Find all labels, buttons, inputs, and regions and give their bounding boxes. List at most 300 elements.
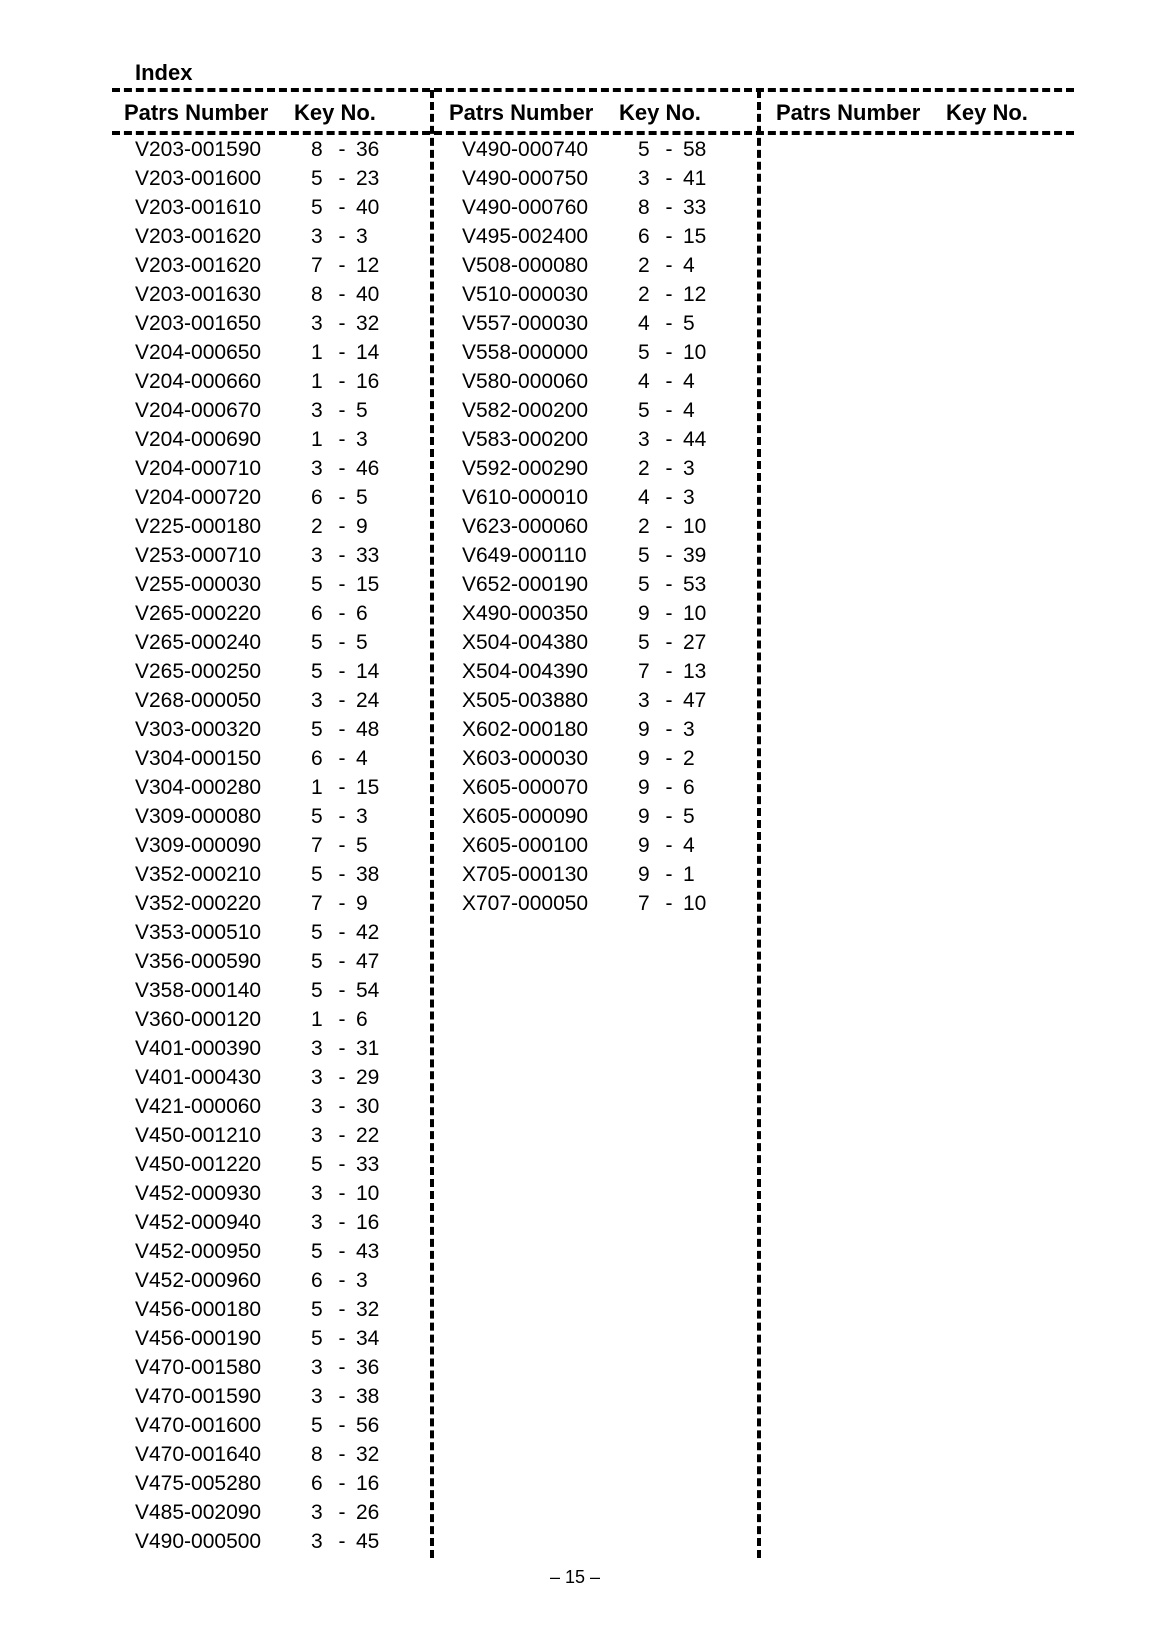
- key-figure-number: 8: [311, 1443, 323, 1466]
- header-top-divider: [112, 88, 1074, 92]
- key-figure-number: 5: [311, 1327, 323, 1350]
- part-number: V309-000090: [135, 834, 262, 857]
- index-row: [135, 918, 435, 947]
- key-item-number: 4: [356, 747, 368, 770]
- key-item-number: 40: [356, 196, 380, 219]
- key-separator: -: [338, 1356, 346, 1379]
- index-row: [135, 280, 435, 309]
- key-figure-number: 8: [311, 283, 323, 306]
- part-number: V203-001650: [135, 312, 262, 335]
- part-number: V508-000080: [462, 254, 589, 277]
- key-separator: -: [338, 1037, 346, 1060]
- key-item-number: 16: [356, 1211, 380, 1234]
- key-item-number: 27: [683, 631, 707, 654]
- key-item-number: 16: [356, 370, 380, 393]
- part-number: X705-000130: [462, 863, 589, 886]
- index-row: [135, 1382, 435, 1411]
- index-row: [462, 657, 762, 686]
- key-figure-number: 3: [311, 1501, 323, 1524]
- key-separator: -: [338, 834, 346, 857]
- key-separator: -: [665, 167, 673, 190]
- header-key-no-col2: Key No.: [619, 100, 701, 125]
- index-row: [135, 367, 435, 396]
- index-title: Index: [135, 60, 193, 85]
- part-number: V203-001590: [135, 138, 262, 161]
- key-separator: -: [338, 689, 346, 712]
- key-separator: -: [338, 428, 346, 451]
- key-separator: -: [338, 544, 346, 567]
- index-row: [462, 715, 762, 744]
- index-row: [135, 860, 435, 889]
- key-item-number: 5: [683, 805, 695, 828]
- key-separator: -: [338, 979, 346, 1002]
- key-figure-number: 5: [638, 544, 650, 567]
- index-row: [135, 1266, 435, 1295]
- part-number: X504-004390: [462, 660, 589, 683]
- key-separator: -: [665, 196, 673, 219]
- key-separator: -: [665, 312, 673, 335]
- key-item-number: 33: [356, 544, 380, 567]
- key-figure-number: 3: [311, 1211, 323, 1234]
- part-number: V592-000290: [462, 457, 589, 480]
- key-item-number: 33: [683, 196, 707, 219]
- key-separator: -: [338, 747, 346, 770]
- key-figure-number: 3: [311, 689, 323, 712]
- index-row: [462, 831, 762, 860]
- key-item-number: 31: [356, 1037, 380, 1060]
- part-number: V580-000060: [462, 370, 589, 393]
- index-row: [135, 541, 435, 570]
- key-figure-number: 1: [311, 428, 323, 451]
- part-number: V452-000960: [135, 1269, 262, 1292]
- key-item-number: 10: [683, 515, 707, 538]
- key-figure-number: 5: [638, 573, 650, 596]
- index-row: [135, 193, 435, 222]
- index-row: [135, 889, 435, 918]
- key-separator: -: [665, 283, 673, 306]
- part-number: V470-001600: [135, 1414, 262, 1437]
- key-separator: -: [338, 1472, 346, 1495]
- key-item-number: 47: [356, 950, 380, 973]
- key-figure-number: 1: [311, 341, 323, 364]
- part-number: V401-000430: [135, 1066, 262, 1089]
- key-figure-number: 2: [638, 283, 650, 306]
- part-number: V203-001620: [135, 254, 262, 277]
- index-row: [462, 396, 762, 425]
- key-item-number: 4: [683, 254, 695, 277]
- index-row: [462, 280, 762, 309]
- key-separator: -: [338, 892, 346, 915]
- key-item-number: 16: [356, 1472, 380, 1495]
- key-separator: -: [338, 457, 346, 480]
- part-number: V452-000930: [135, 1182, 262, 1205]
- key-figure-number: 5: [311, 631, 323, 654]
- part-number: V265-000220: [135, 602, 262, 625]
- part-number: V255-000030: [135, 573, 262, 596]
- part-number: V610-000010: [462, 486, 589, 509]
- key-separator: -: [338, 805, 346, 828]
- part-number: V495-002400: [462, 225, 589, 248]
- index-row: [135, 1005, 435, 1034]
- key-item-number: 41: [683, 167, 707, 190]
- index-row: [135, 570, 435, 599]
- key-item-number: 15: [356, 573, 380, 596]
- index-row: [135, 425, 435, 454]
- index-row: [462, 164, 762, 193]
- key-figure-number: 3: [311, 1385, 323, 1408]
- key-figure-number: 8: [311, 138, 323, 161]
- part-number: V450-001220: [135, 1153, 262, 1176]
- key-separator: -: [338, 283, 346, 306]
- key-item-number: 10: [683, 892, 707, 915]
- key-figure-number: 3: [311, 544, 323, 567]
- index-row: [135, 1208, 435, 1237]
- key-separator: -: [665, 428, 673, 451]
- key-item-number: 22: [356, 1124, 380, 1147]
- part-number: V452-000950: [135, 1240, 262, 1263]
- part-number: X504-004380: [462, 631, 589, 654]
- key-separator: -: [338, 1414, 346, 1437]
- key-item-number: 5: [356, 399, 368, 422]
- part-number: V450-001210: [135, 1124, 262, 1147]
- key-figure-number: 5: [638, 631, 650, 654]
- key-figure-number: 7: [638, 892, 650, 915]
- part-number: V456-000190: [135, 1327, 262, 1350]
- key-separator: -: [665, 457, 673, 480]
- key-item-number: 30: [356, 1095, 380, 1118]
- part-number: V253-000710: [135, 544, 262, 567]
- key-separator: -: [338, 950, 346, 973]
- part-number: V360-000120: [135, 1008, 262, 1031]
- key-figure-number: 5: [311, 718, 323, 741]
- key-figure-number: 3: [311, 1066, 323, 1089]
- key-item-number: 5: [683, 312, 695, 335]
- key-item-number: 9: [356, 515, 368, 538]
- part-number: V490-000750: [462, 167, 589, 190]
- key-item-number: 6: [356, 602, 368, 625]
- key-item-number: 14: [356, 660, 380, 683]
- part-number: V356-000590: [135, 950, 262, 973]
- key-item-number: 46: [356, 457, 380, 480]
- key-item-number: 38: [356, 1385, 380, 1408]
- key-figure-number: 6: [311, 486, 323, 509]
- part-number: V456-000180: [135, 1298, 262, 1321]
- index-row: [135, 164, 435, 193]
- part-number: V470-001580: [135, 1356, 262, 1379]
- key-figure-number: 3: [311, 1095, 323, 1118]
- key-figure-number: 2: [638, 457, 650, 480]
- key-separator: -: [338, 1182, 346, 1205]
- key-item-number: 3: [356, 805, 368, 828]
- key-separator: -: [338, 1066, 346, 1089]
- key-item-number: 3: [683, 457, 695, 480]
- key-separator: -: [665, 631, 673, 654]
- part-number: V204-000710: [135, 457, 262, 480]
- key-item-number: 5: [356, 834, 368, 857]
- key-item-number: 6: [356, 1008, 368, 1031]
- key-separator: -: [338, 660, 346, 683]
- index-row: [135, 773, 435, 802]
- part-number: V352-000210: [135, 863, 262, 886]
- part-number: X605-000100: [462, 834, 589, 857]
- key-figure-number: 1: [311, 776, 323, 799]
- key-item-number: 24: [356, 689, 380, 712]
- key-separator: -: [665, 805, 673, 828]
- part-number: V303-000320: [135, 718, 262, 741]
- key-item-number: 9: [356, 892, 368, 915]
- key-separator: -: [338, 254, 346, 277]
- index-row: [462, 425, 762, 454]
- key-figure-number: 6: [311, 747, 323, 770]
- key-separator: -: [665, 399, 673, 422]
- index-row: [135, 1324, 435, 1353]
- key-separator: -: [338, 515, 346, 538]
- index-row: [462, 512, 762, 541]
- key-item-number: 33: [356, 1153, 380, 1176]
- part-number: V225-000180: [135, 515, 262, 538]
- key-figure-number: 3: [638, 167, 650, 190]
- index-row: [462, 251, 762, 280]
- part-number: V203-001620: [135, 225, 262, 248]
- part-number: V470-001590: [135, 1385, 262, 1408]
- part-number: V204-000660: [135, 370, 262, 393]
- key-figure-number: 5: [638, 138, 650, 161]
- key-item-number: 12: [683, 283, 707, 306]
- index-row: [135, 1527, 435, 1556]
- key-figure-number: 5: [311, 950, 323, 973]
- index-row: [135, 1353, 435, 1382]
- index-row: [135, 831, 435, 860]
- key-separator: -: [665, 602, 673, 625]
- key-separator: -: [338, 196, 346, 219]
- key-item-number: 34: [356, 1327, 380, 1350]
- key-separator: -: [338, 631, 346, 654]
- key-figure-number: 3: [638, 689, 650, 712]
- header-key-no-col1: Key No.: [294, 100, 376, 125]
- index-row: [135, 947, 435, 976]
- index-row: [135, 483, 435, 512]
- key-figure-number: 5: [638, 341, 650, 364]
- key-figure-number: 6: [638, 225, 650, 248]
- key-separator: -: [665, 892, 673, 915]
- index-row: [135, 1150, 435, 1179]
- index-row: [462, 483, 762, 512]
- key-figure-number: 5: [311, 196, 323, 219]
- key-figure-number: 3: [638, 428, 650, 451]
- index-row: [135, 744, 435, 773]
- key-item-number: 15: [683, 225, 707, 248]
- part-number: V204-000690: [135, 428, 262, 451]
- part-number: V649-000110: [462, 544, 587, 567]
- index-row: [135, 657, 435, 686]
- index-row: [462, 802, 762, 831]
- part-number: V582-000200: [462, 399, 589, 422]
- key-figure-number: 1: [311, 370, 323, 393]
- index-row: [462, 222, 762, 251]
- key-item-number: 32: [356, 1298, 380, 1321]
- key-separator: -: [665, 225, 673, 248]
- index-row: [462, 889, 762, 918]
- key-item-number: 56: [356, 1414, 380, 1437]
- key-figure-number: 7: [311, 834, 323, 857]
- index-row: [135, 1179, 435, 1208]
- key-separator: -: [665, 573, 673, 596]
- part-number: V490-000760: [462, 196, 589, 219]
- header-key-no-col3: Key No.: [946, 100, 1028, 125]
- key-figure-number: 3: [311, 1182, 323, 1205]
- key-item-number: 13: [683, 660, 707, 683]
- key-item-number: 10: [683, 602, 707, 625]
- key-separator: -: [338, 1501, 346, 1524]
- key-item-number: 2: [683, 747, 695, 770]
- key-figure-number: 5: [311, 660, 323, 683]
- key-separator: -: [338, 1530, 346, 1553]
- key-separator: -: [338, 341, 346, 364]
- index-row: [135, 976, 435, 1005]
- key-figure-number: 5: [311, 1298, 323, 1321]
- part-number: V309-000080: [135, 805, 262, 828]
- key-item-number: 42: [356, 921, 380, 944]
- key-figure-number: 1: [311, 1008, 323, 1031]
- part-number: V304-000150: [135, 747, 262, 770]
- part-number: V623-000060: [462, 515, 589, 538]
- index-row: [135, 1295, 435, 1324]
- key-item-number: 38: [356, 863, 380, 886]
- part-number: V470-001640: [135, 1443, 262, 1466]
- index-row: [135, 396, 435, 425]
- key-separator: -: [338, 225, 346, 248]
- key-item-number: 5: [356, 486, 368, 509]
- key-figure-number: 9: [638, 863, 650, 886]
- header-parts-number-col3: Patrs Number: [776, 100, 921, 125]
- key-separator: -: [338, 776, 346, 799]
- key-separator: -: [338, 370, 346, 393]
- key-figure-number: 4: [638, 370, 650, 393]
- key-item-number: 15: [356, 776, 380, 799]
- part-number: V510-000030: [462, 283, 589, 306]
- index-row: [135, 1063, 435, 1092]
- part-number: X605-000070: [462, 776, 589, 799]
- key-item-number: 3: [683, 718, 695, 741]
- index-row: [135, 309, 435, 338]
- key-item-number: 3: [356, 1269, 368, 1292]
- index-row: [135, 1498, 435, 1527]
- key-item-number: 3: [356, 225, 368, 248]
- key-separator: -: [665, 515, 673, 538]
- key-item-number: 4: [683, 834, 695, 857]
- key-separator: -: [338, 1095, 346, 1118]
- key-figure-number: 5: [311, 921, 323, 944]
- index-row: [135, 454, 435, 483]
- part-number: V353-000510: [135, 921, 262, 944]
- key-figure-number: 4: [638, 486, 650, 509]
- key-item-number: 53: [683, 573, 707, 596]
- key-item-number: 44: [683, 428, 707, 451]
- key-item-number: 23: [356, 167, 380, 190]
- key-item-number: 40: [356, 283, 380, 306]
- index-row: [462, 744, 762, 773]
- index-row: [135, 1121, 435, 1150]
- index-row: [135, 1237, 435, 1266]
- key-separator: -: [338, 1327, 346, 1350]
- key-separator: -: [338, 486, 346, 509]
- key-figure-number: 5: [311, 1414, 323, 1437]
- key-figure-number: 7: [311, 892, 323, 915]
- key-separator: -: [338, 138, 346, 161]
- key-separator: -: [665, 341, 673, 364]
- key-separator: -: [665, 138, 673, 161]
- key-item-number: 32: [356, 312, 380, 335]
- key-separator: -: [338, 1385, 346, 1408]
- index-row: [135, 1092, 435, 1121]
- index-row: [135, 599, 435, 628]
- part-number: V485-002090: [135, 1501, 262, 1524]
- key-separator: -: [338, 602, 346, 625]
- part-number: V204-000670: [135, 399, 262, 422]
- key-separator: -: [665, 863, 673, 886]
- key-separator: -: [338, 1124, 346, 1147]
- key-figure-number: 9: [638, 747, 650, 770]
- key-separator: -: [338, 167, 346, 190]
- part-number: V490-000740: [462, 138, 589, 161]
- part-number: X605-000090: [462, 805, 589, 828]
- key-item-number: 3: [356, 428, 368, 451]
- index-row: [135, 1034, 435, 1063]
- part-number: V452-000940: [135, 1211, 262, 1234]
- key-separator: -: [338, 1240, 346, 1263]
- key-separator: -: [665, 544, 673, 567]
- key-figure-number: 5: [311, 805, 323, 828]
- key-separator: -: [338, 399, 346, 422]
- part-number: V558-000000: [462, 341, 589, 364]
- key-separator: -: [665, 834, 673, 857]
- key-figure-number: 2: [311, 515, 323, 538]
- key-figure-number: 8: [638, 196, 650, 219]
- part-number: V490-000500: [135, 1530, 262, 1553]
- key-item-number: 47: [683, 689, 707, 712]
- key-separator: -: [338, 573, 346, 596]
- page-number: – 15 –: [549, 1567, 601, 1587]
- key-item-number: 45: [356, 1530, 380, 1553]
- key-item-number: 10: [356, 1182, 380, 1205]
- part-number: X603-000030: [462, 747, 589, 770]
- key-item-number: 54: [356, 979, 380, 1002]
- key-figure-number: 5: [638, 399, 650, 422]
- key-item-number: 10: [683, 341, 707, 364]
- part-number: V358-000140: [135, 979, 262, 1002]
- key-item-number: 26: [356, 1501, 380, 1524]
- key-separator: -: [665, 254, 673, 277]
- index-row: [462, 773, 762, 802]
- part-number: V203-001600: [135, 167, 262, 190]
- index-row: [462, 193, 762, 222]
- key-figure-number: 3: [311, 1124, 323, 1147]
- part-number: X602-000180: [462, 718, 589, 741]
- key-figure-number: 9: [638, 602, 650, 625]
- index-row: [135, 1469, 435, 1498]
- key-separator: -: [665, 747, 673, 770]
- key-separator: -: [338, 1153, 346, 1176]
- part-number: V203-001610: [135, 196, 262, 219]
- index-row: [462, 686, 762, 715]
- part-number: V204-000650: [135, 341, 262, 364]
- index-row: [135, 338, 435, 367]
- index-row: [462, 599, 762, 628]
- index-row: [135, 135, 435, 164]
- key-separator: -: [665, 370, 673, 393]
- part-number: X505-003880: [462, 689, 589, 712]
- key-separator: -: [665, 486, 673, 509]
